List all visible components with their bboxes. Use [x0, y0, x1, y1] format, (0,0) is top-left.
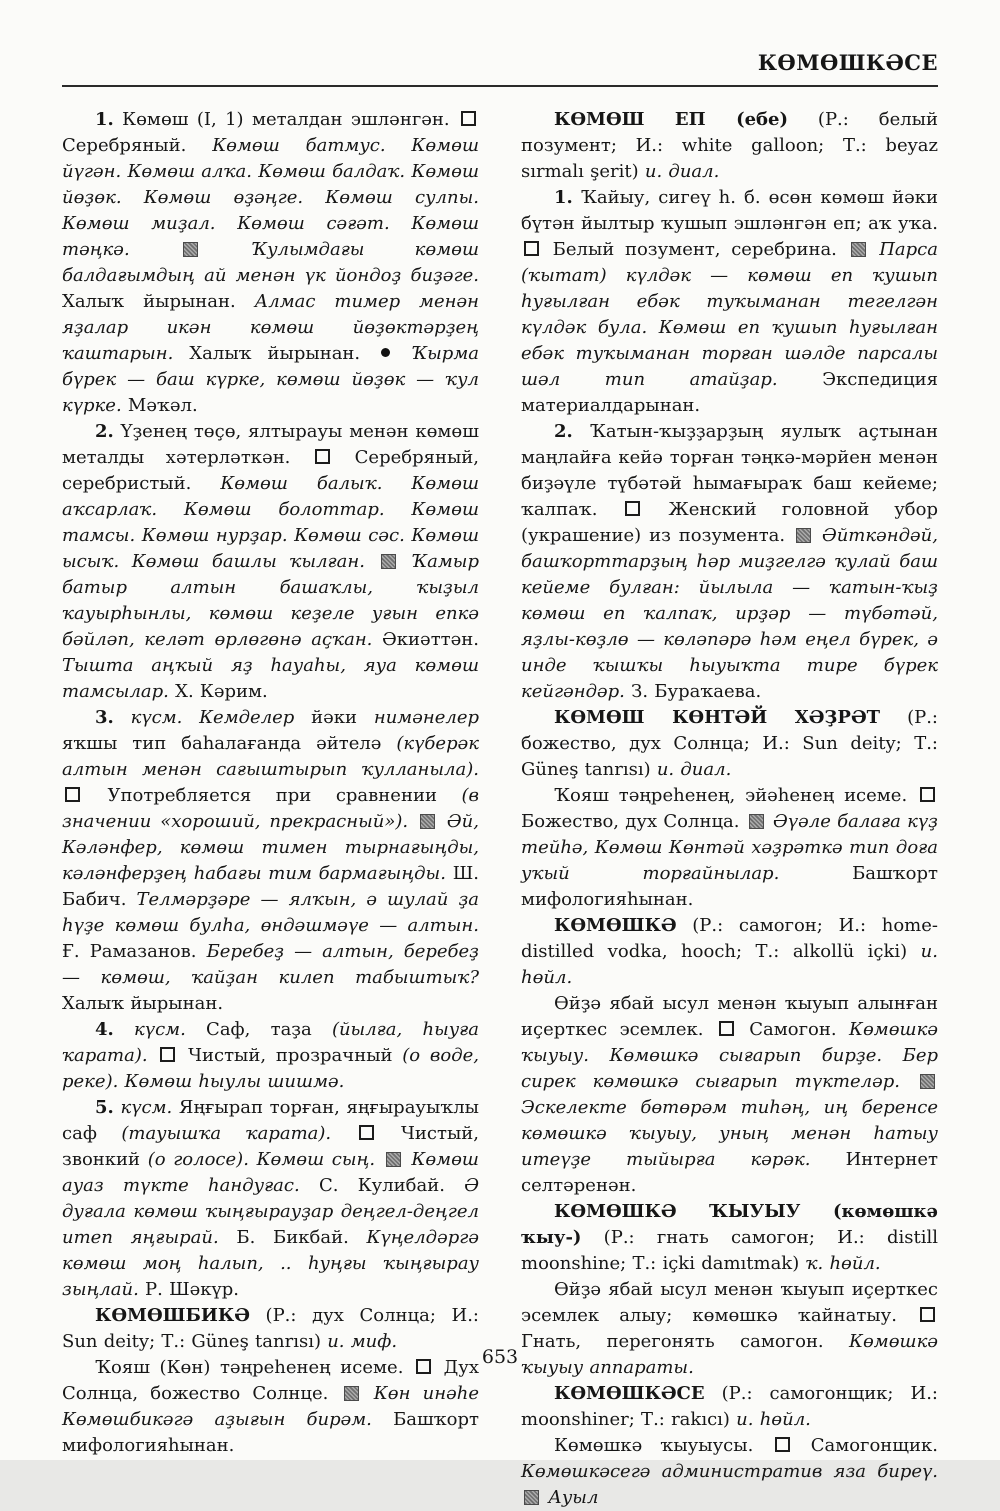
text-segment: Әй, Кәләнфер, көмөш тимен тырнағыңды, кәләнферҙең һабағы тим бармағыңды. [62, 811, 479, 884]
text-segment: (в значении «хороший, прекрасный»). [62, 785, 479, 832]
text-segment: Ҡулымдағы көмөш балдағымдың ай менән үк йондоҙ биҙәге. [62, 239, 480, 286]
text-segment: (Р.: божество, дух Солнца; И.: Sun deity; Т.: Güneş tanrısı) [521, 707, 938, 780]
text-segment: 1. [95, 109, 114, 130]
text-segment: Көмөшкә ҡыуыусы. [554, 1435, 772, 1456]
running-head-title: КӨМӨШКӘСЕ [757, 50, 938, 75]
text-segment: Ҡояш тәңреһенең, эйәһенең исеме. [554, 785, 917, 806]
text-segment: Парса (ҡытат) күлдәк — көмөш еп ҡушып һуғылған ебәк туҡыманан тегелгән күлдәк була. Көмөш еп ҡушып һуғылған ебәк туҡыманан торған шәлде парсалы шәл тип атайҙар. [521, 239, 938, 390]
translation-marker-icon [65, 787, 80, 802]
text-segment: Әүәле балаға күҙ тейһә, Көмөш Көнтәй хәҙрәткә тип доға уҡый торғайнылар. [521, 811, 938, 884]
text-segment: Ш. Бабич. [62, 863, 479, 910]
text-segment: Самогон. [736, 1019, 850, 1040]
text-segment: Башҡорт мифологияһынан. [62, 1409, 479, 1456]
text-segment: нимәнелер [373, 707, 480, 728]
text-segment: Серебряный, серебристый. [62, 447, 480, 494]
example-marker-icon [851, 242, 866, 257]
translation-marker-icon [359, 1125, 374, 1140]
example-marker-icon [524, 1490, 539, 1505]
entry-paragraph [521, 705, 938, 783]
entry-paragraph [62, 1017, 479, 1095]
text-segment: Интернет селтәренән. [521, 1149, 938, 1196]
entry-paragraph [521, 1381, 938, 1433]
text-segment: Телмәрҙәре — ялҡын, ә шулай ҙа һүҙе көмөш булһа, өндәшмәүе — алтын. [62, 889, 479, 936]
text-segment: Ҡатын-ҡыҙҙарҙың яулыҡ аҫтынан маңлайға кейә торған тәңкә-мәрйен менән биҙәүле түбәтәй һымағыраҡ баш кейеме; ҡалпаҡ. [521, 421, 938, 520]
text-segment: Эскелекте бөтөрәм тиһәң, иң беренсе көмөшкә ҡыуыу, уның менән һатыу итеүҙе тыйырға кәрәк. [521, 1097, 938, 1170]
text-segment: Яңғырап торған, яңғырауыҡлы саф [62, 1097, 479, 1144]
right-column [521, 107, 938, 1511]
example-marker-icon [381, 554, 396, 569]
example-marker-icon [420, 814, 435, 829]
example-marker-icon [183, 242, 198, 257]
text-segment: (Р.: гнать самогон; И.: distill moonshine; Т.: içki damıtmak) [521, 1227, 938, 1274]
translation-marker-icon [524, 241, 539, 256]
text-segment: Ҡайыу, сигеү һ. б. өсөн көмөш йәки бүтән йылтыр ҡушып эшләнгән еп; аҡ уҡа. [521, 187, 938, 234]
example-marker-icon [796, 528, 811, 543]
text-segment: (Р.: самогон; И.: home-distilled vodka, hooch; Т.: alkollü içki) [521, 915, 938, 962]
text-segment: Женский головной убор (украшение) из позумента. [521, 499, 938, 546]
text-segment: Әкиәттән. [382, 629, 479, 650]
entry-paragraph [521, 419, 938, 705]
entry-paragraph [62, 705, 479, 1017]
entry-paragraph [521, 107, 938, 185]
text-segment: (күберәк алтын менән сағыштырып ҡулланыла). [62, 733, 479, 780]
text-segment: КӨМӨШКӘ [554, 915, 677, 936]
text-segment: Ә дуғала көмөш ҡыңғырауҙар деңгел-деңгел итеп яңғырай. [62, 1175, 479, 1248]
text-segment: Әйткәндәй, башҡорттарҙың һәр миҙгелгә ҡулай баш кейеме булған: йылыла — ҡатын-ҡыҙ көмөш еп ҡалпаҡ, ирҙәр — түбәтәй, яҙлы-көҙлө — көләпәрә һәм еңел бүрек, ә инде ҡышҡы һыуыҡта тире бүрек кейгәндәр. [521, 525, 938, 702]
text-segment: Ҡырма бүрек — баш күрке, көмөш йөҙөк — ҡул күрке. [62, 343, 479, 416]
entry-paragraph [62, 1355, 479, 1459]
running-head [62, 50, 938, 76]
text-segment: Көмөшкә ҡыуыу. Көмөшкә сығарып бирҙе. Бер сирек көмөшкә сығарып түктеләр. [521, 1019, 938, 1092]
text-segment: Көмөш балыҡ. Көмөш аҡсарлаҡ. Көмөш болоттар. Көмөш тамсы. Көмөш нурҙар. Көмөш сәс. Көмөш ысыҡ. Көмөш башлы ҡылған. [62, 473, 479, 572]
text-segment: Р. Шәкүр. [145, 1279, 239, 1300]
text-segment: Алмас тимер менән яҙалар икән көмөш йөҙөктәрҙең ҡаштарын. [62, 291, 479, 364]
text-segment: Күңелдәргә көмөш моң һалып, .. һуңғы ҡыңғырау зыңлай. [62, 1227, 479, 1300]
text-segment: КӨМӨШКӘСЕ [554, 1383, 705, 1404]
entry-paragraph [62, 419, 479, 705]
entry-paragraph [521, 1199, 938, 1277]
text-segment: Көмөш ауаз түкте һандуғас. [62, 1149, 479, 1196]
text-segment: Экспедиция материалдарынан. [521, 369, 938, 416]
text-segment: Б. Бикбай. [236, 1227, 367, 1248]
text-segment: и. миф. [327, 1331, 398, 1352]
text-segment: (тауышҡа ҡарата). [121, 1123, 356, 1144]
text-segment: Көн инәһе Көмөшбикәгә аҙығын бирәм. [62, 1383, 479, 1430]
text-segment: Өйҙә ябай ысул менән ҡыуып иҫерткес эсемлек алыу; көмөшкә ҡайнатыу. [521, 1279, 938, 1326]
translation-marker-icon [160, 1047, 175, 1062]
example-marker-icon [344, 1386, 359, 1401]
text-segment: Мәҡәл. [127, 395, 198, 416]
entry-paragraph [62, 1095, 479, 1303]
text-segment: Белый позумент, серебрина. [542, 239, 848, 260]
text-segment: Чистый, звонкий [62, 1123, 480, 1170]
text-segment: КӨМӨШ КӨНТӘЙ ХӘҘРӘТ [554, 707, 881, 728]
text-segment: (о воде, реке). Көмөш һыулы шишмә. [62, 1045, 479, 1092]
text-segment: Чистый, прозрачный [178, 1045, 403, 1066]
text-segment: күсм. Кемделер [113, 707, 312, 728]
text-segment: КӨМӨШБИКӘ [95, 1305, 250, 1326]
text-segment: и. һөйл. [521, 941, 938, 988]
proverb-marker-icon [381, 348, 390, 357]
text-segment: Көмөш (I, 1) металдан эшләнгән. [113, 109, 458, 130]
text-segment: Халыҡ йырынан. [189, 343, 377, 364]
text-segment: 2. [95, 421, 114, 442]
example-marker-icon [920, 1074, 935, 1089]
translation-marker-icon [719, 1021, 734, 1036]
text-segment: (Р.: самогонщик; И.: moonshiner; Т.: rakıcı) [521, 1383, 938, 1430]
page-number: 653 [481, 1346, 519, 1368]
text-segment: 3. [95, 707, 114, 728]
text-segment: Х. Кәрим. [175, 681, 268, 702]
text-segment: КӨМӨШКӘ ҠЫУЫУ (көмөшкә ҡыу-) [521, 1201, 938, 1248]
text-segment: Божество, дух Солнца. [521, 811, 746, 832]
text-segment: Ғ. Рамазанов. [62, 941, 207, 962]
text-segment: Ҡояш (Көн) тәңреһенең исеме. [95, 1357, 414, 1378]
text-segment: Ҡамыр батыр алтын башаҡлы, ҡыҙыл ҡауырһынлы, көмөш кеҙеле уғын епкә бәйләп, келәт өрлөгөнә аҫҡан. [62, 551, 479, 650]
translation-marker-icon [920, 1307, 935, 1322]
text-segment: Үҙенең төҫө, ялтырауы менән көмөш металды хәтерләткән. [62, 421, 479, 468]
text-segment: и. диал. [644, 161, 720, 182]
translation-marker-icon [461, 111, 476, 126]
entry-paragraph [521, 783, 938, 913]
text-segment: (йылға, һыуға ҡарата). [62, 1019, 479, 1066]
translation-marker-icon [625, 501, 640, 516]
example-marker-icon [386, 1152, 401, 1167]
text-segment: Гнать, перегонять самогон. [521, 1331, 850, 1352]
text-segment: күсм. [113, 1097, 179, 1118]
text-segment: 1. [554, 187, 573, 208]
text-segment: (Р.: белый позумент; И.: white galloon; Т.: beyaz sırmalı şerit) [521, 109, 938, 182]
translation-marker-icon [775, 1437, 790, 1452]
example-marker-icon [749, 814, 764, 829]
text-segment: Ауыл [542, 1487, 599, 1508]
text-segment: (о голосе). Көмөш сың. [147, 1149, 383, 1170]
text-segment: Тышта аңҡый яҙ һауаһы, яуа көмөш тамсылар. [62, 655, 479, 702]
text-segment: Серебряный. [62, 135, 213, 156]
text-segment: яҡшы тип баһалағанда әйтелә [62, 733, 397, 754]
entry-paragraph [62, 107, 479, 419]
text-segment: Дух Солнца, божество Солнце. [62, 1357, 479, 1404]
text-segment: С. Кулибай. [318, 1175, 465, 1196]
translation-marker-icon [315, 449, 330, 464]
text-segment: 5. [95, 1097, 114, 1118]
text-segment: Көмөш батмус. Көмөш йүгән. Көмөш алҡа. Көмөш балдаҡ. Көмөш йөҙөк. Көмөш өҙәңге. Көмөш сулпы. Көмөш миҙал. Көмөш сәғәт. Көмөш тәңкә. [62, 135, 479, 260]
text-segment: йәки [311, 707, 374, 728]
text-segment: Употребляется при сравнении [83, 785, 462, 806]
text-segment: (Р.: дух Солнца; И.: Sun deity; Т.: Güneş tanrısı) [62, 1305, 479, 1352]
text-columns [62, 107, 938, 1511]
text-segment: ҡ. һөйл. [805, 1253, 881, 1274]
entry-paragraph [521, 1433, 938, 1511]
text-segment: 4. [95, 1019, 114, 1040]
text-segment: и. диал. [656, 759, 732, 780]
entry-paragraph [521, 991, 938, 1199]
text-segment: Халыҡ йырынан. [62, 993, 224, 1014]
text-segment: и. һөйл. [736, 1409, 811, 1430]
text-segment: Көмөшкә ҡыуыу аппараты. [521, 1331, 938, 1378]
text-segment: Саф, таҙа [206, 1019, 332, 1040]
text-segment: Халыҡ йырынан. [62, 291, 255, 312]
entry-paragraph [521, 185, 938, 419]
translation-marker-icon [920, 787, 935, 802]
text-segment: З. Бураҡаева. [631, 681, 762, 702]
text-segment: 2. [554, 421, 573, 442]
text-segment: күсм. [113, 1019, 207, 1040]
text-segment: Өйҙә ябай ысул менән ҡыуып алынған иҫерткес эсемлек. [521, 993, 938, 1040]
header-rule [62, 85, 938, 87]
left-column [62, 107, 479, 1511]
text-segment: Самогонщик. [792, 1435, 938, 1456]
text-segment: Беребеҙ — алтын, беребеҙ — көмөш, ҡайҙан килеп табыштыҡ? [62, 941, 479, 988]
entry-paragraph [521, 913, 938, 991]
text-segment: Көмөшкәсегә административ яза биреү. [521, 1461, 938, 1482]
text-segment: КӨМӨШ ЕП (ебе) [554, 109, 789, 130]
text-segment: Башҡорт мифологияһынан. [521, 863, 938, 910]
